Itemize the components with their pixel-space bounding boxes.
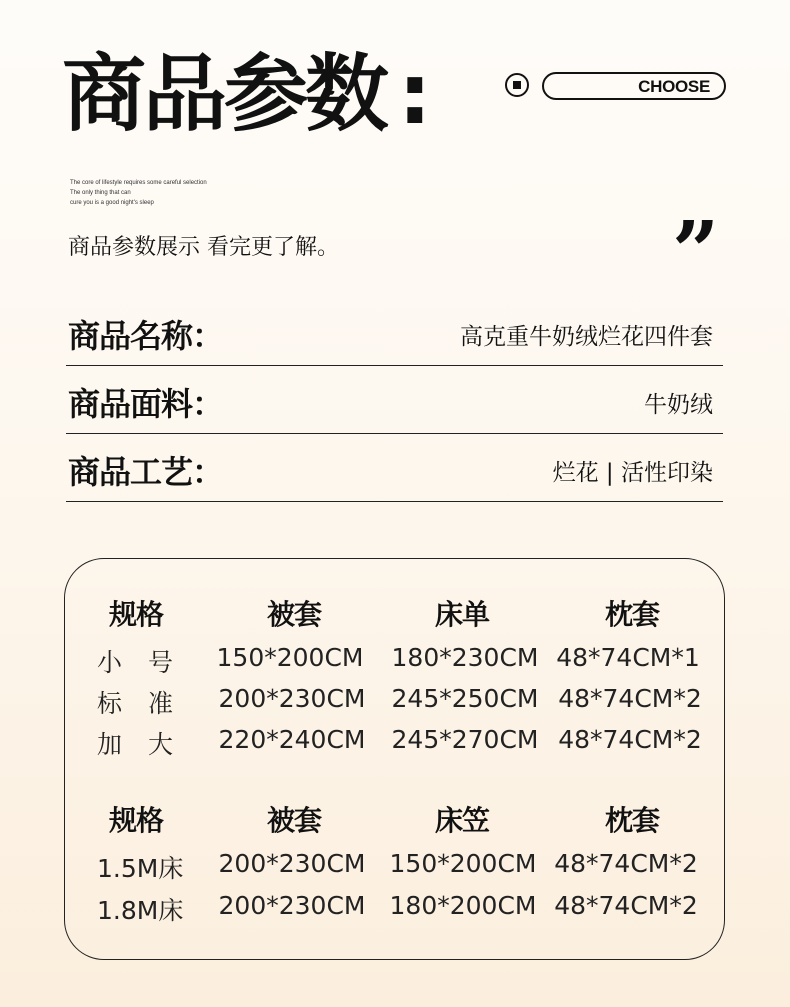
table-cell: 200*230CM xyxy=(218,891,366,920)
table-cell: 48*74CM*2 xyxy=(558,684,702,713)
table-header-cell: 床笠 xyxy=(434,804,490,837)
table-cell: 180*230CM xyxy=(391,643,539,672)
table-row xyxy=(65,725,724,765)
table-cell: 150*200CM xyxy=(389,849,537,878)
table-cell: 加大 xyxy=(97,730,200,759)
size-spec-card xyxy=(64,558,725,960)
table-header-cell: 被套 xyxy=(266,598,322,631)
param-row-fabric xyxy=(66,366,723,434)
table-cell: 220*240CM xyxy=(218,725,366,754)
param-label: 商品面料： xyxy=(68,385,224,423)
table-cell: 180*200CM xyxy=(389,891,537,920)
table-cell: 小号 xyxy=(97,648,200,677)
tagline-line: cure you is a good night's sleep xyxy=(70,200,154,206)
table-cell: 245*250CM xyxy=(391,684,539,713)
table-row xyxy=(65,684,724,724)
table-header-cell: 规格 xyxy=(108,804,164,837)
tagline-line: The only thing that can xyxy=(70,190,131,196)
table-header-cell: 规格 xyxy=(108,598,164,631)
table-row xyxy=(65,643,724,683)
table-cell: 48*74CM*2 xyxy=(554,891,698,920)
tagline-line: The core of lifestyle requires some careful selection xyxy=(70,180,207,186)
radio-dot-icon[interactable] xyxy=(505,73,529,97)
choose-button[interactable] xyxy=(542,72,726,100)
param-row-name xyxy=(66,298,723,366)
param-label: 商品名称： xyxy=(68,317,224,355)
table-cell: 150*200CM xyxy=(216,643,364,672)
param-value: 烂花 | 活性印染 xyxy=(552,460,713,486)
page-title: 商品参数 xyxy=(62,45,387,143)
param-value: 高克重牛奶绒烂花四件套 xyxy=(460,324,713,350)
table-cell: 48*74CM*2 xyxy=(558,725,702,754)
table-cell: 200*230CM xyxy=(218,849,366,878)
table-cell: 48*74CM*2 xyxy=(554,849,698,878)
table-header-cell: 枕套 xyxy=(604,598,660,631)
table-header-cell: 床单 xyxy=(434,598,490,631)
table-cell: 标准 xyxy=(97,689,200,718)
table-cell: 1.8M床 xyxy=(97,896,184,925)
table-header-row xyxy=(65,799,724,839)
table-row xyxy=(65,849,724,889)
table-header-cell: 被套 xyxy=(266,804,322,837)
choose-label: CHOOSE xyxy=(638,77,710,96)
table-cell: 200*230CM xyxy=(218,684,366,713)
title-colon: : xyxy=(398,45,432,143)
param-label: 商品工艺： xyxy=(68,453,224,491)
intro-text: 商品参数展示 看完更了解。 xyxy=(68,235,339,260)
quote-mark-icon: ” xyxy=(672,204,720,300)
param-row-craft xyxy=(66,434,723,502)
table-cell: 48*74CM*1 xyxy=(556,643,700,672)
table-row xyxy=(65,891,724,931)
table-header-row xyxy=(65,593,724,633)
table-header-cell: 枕套 xyxy=(604,804,660,837)
tagline xyxy=(70,178,207,208)
table-cell: 1.5M床 xyxy=(97,854,184,883)
table-cell: 245*270CM xyxy=(391,725,539,754)
param-value: 牛奶绒 xyxy=(644,392,713,418)
